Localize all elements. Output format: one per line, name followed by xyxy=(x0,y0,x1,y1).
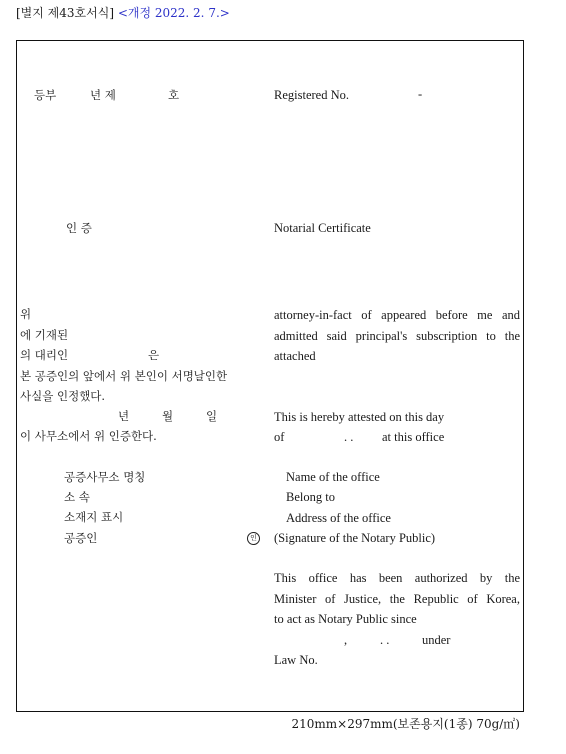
office-ko-address: 소재지 표시 xyxy=(64,510,124,524)
auth-dots: . . xyxy=(380,632,390,647)
auth-under: under xyxy=(422,632,451,647)
attestation-ko xyxy=(20,308,227,411)
auth-line4 xyxy=(274,633,520,654)
title-ko: 인 증 xyxy=(66,221,92,235)
date-en-tail: at this office xyxy=(382,430,445,444)
date-en-of: of xyxy=(274,430,285,444)
seal-icon: 인 xyxy=(247,532,260,545)
attest-en-line2: admitted said principal's subscription to the xyxy=(274,328,520,343)
auth-line1: This office has been authorized by the xyxy=(274,571,520,585)
title-en: Notarial Certificate xyxy=(274,221,371,235)
date-ko-day: 일 xyxy=(206,409,218,423)
registered-ko-year: 년 제 xyxy=(90,88,116,102)
office-ko-notary: 공증인 xyxy=(64,531,98,545)
office-en-name: Name of the office xyxy=(286,470,380,484)
date-en-line1: This is hereby attested on this day xyxy=(274,410,445,424)
date-en-dots: . . xyxy=(344,430,354,444)
attest-ko-line5: 사실을 인정했다. xyxy=(20,389,106,403)
registered-en-label: Registered No. xyxy=(274,88,349,102)
registered-ko-label: 등부 xyxy=(34,88,57,102)
attest-ko-agent: 의 대리인 xyxy=(20,348,69,362)
attest-ko-line4: 본 공증인의 앞에서 위 본인이 서명날인한 xyxy=(20,368,228,383)
date-ko-year: 년 xyxy=(118,409,130,423)
auth-line5: Law No. xyxy=(274,653,318,667)
registered-dash: - xyxy=(418,87,423,101)
date-ko-month: 월 xyxy=(162,409,174,423)
attest-ko-line2: 에 기재된 xyxy=(20,327,69,342)
registered-ko-suffix: 호 xyxy=(168,88,180,102)
auth-line3: to act as Notary Public since xyxy=(274,612,417,626)
auth-comma: , xyxy=(344,632,348,647)
paper-size-note: 210mm×297mm(보존용지(1종) 70g/㎡) xyxy=(291,717,520,731)
office-en-signature: (Signature of the Notary Public) xyxy=(274,531,436,545)
auth-line2: Minister of Justice, the Republic of Korea, xyxy=(274,591,520,606)
office-en-belong: Belong to xyxy=(286,490,335,504)
attest-ko-line3 xyxy=(20,349,227,370)
office-en-address: Address of the office xyxy=(286,511,391,525)
authorization-en xyxy=(274,571,520,674)
attestation-en xyxy=(274,308,520,370)
attest-ko-particle: 은 xyxy=(148,348,160,362)
office-ko-name: 공증사무소 명칭 xyxy=(64,470,146,484)
date-ko-line2: 이 사무소에서 위 인증한다. xyxy=(20,429,157,443)
form-label: [별지 제43호서식] xyxy=(16,6,114,20)
attest-en-line3: attached xyxy=(274,349,316,363)
form-header xyxy=(16,6,230,20)
attest-ko-line1: 위 xyxy=(20,307,32,321)
attest-en-line1: attorney-in-fact of appeared before me and xyxy=(274,308,520,322)
revision-date: <개정 2022. 2. 7.> xyxy=(117,6,230,20)
office-ko-belong: 소 속 xyxy=(64,490,90,504)
